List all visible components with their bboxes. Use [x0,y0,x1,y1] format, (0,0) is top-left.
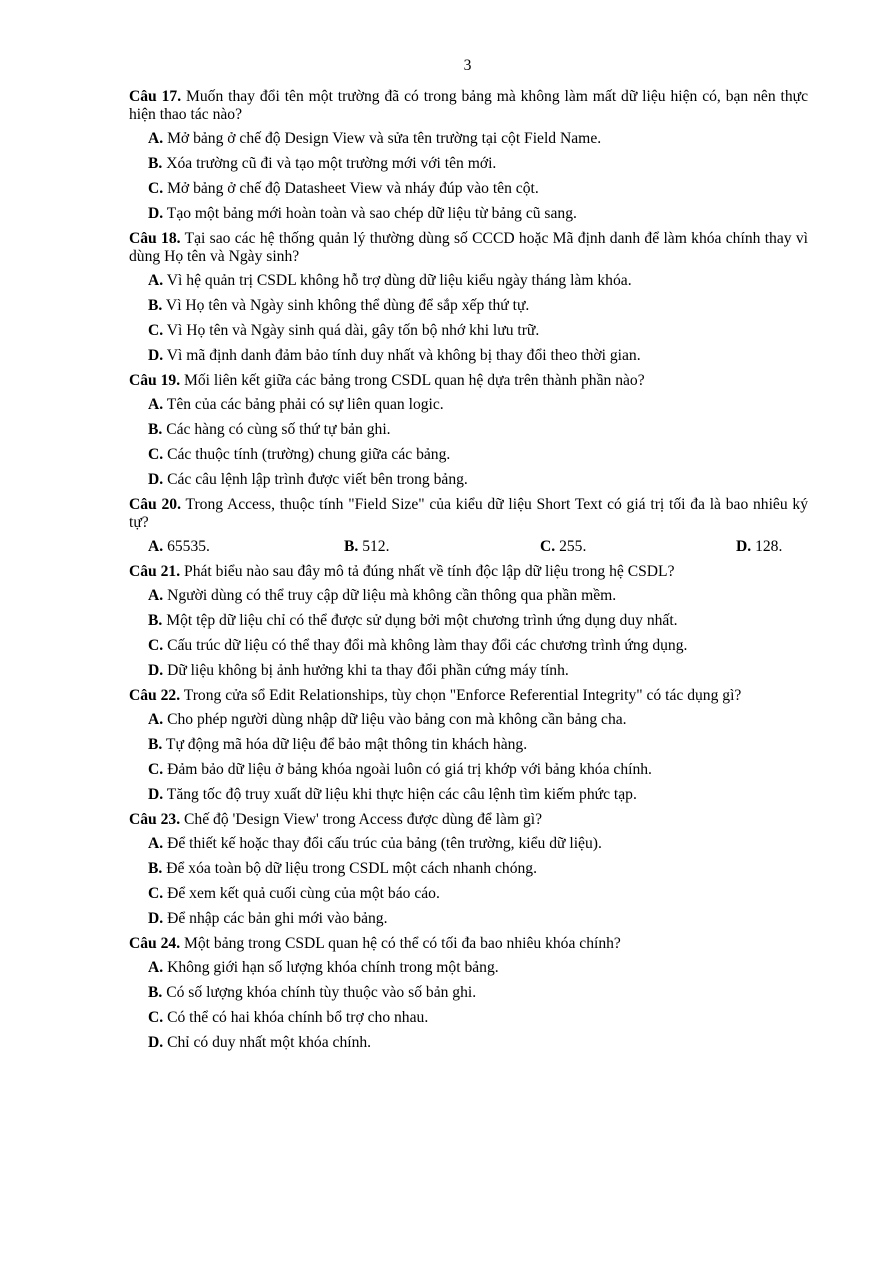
option-b [148,860,808,878]
option-text: Người dùng có thể truy cập dữ liệu mà không cần thông qua phần mềm. [163,587,617,604]
question-stem [129,496,808,532]
option-label: A. [148,959,164,976]
question-18 [129,230,808,365]
option-b [148,612,808,630]
option-a [148,272,808,290]
option-label: B. [148,984,163,1001]
option-label: D. [148,662,164,679]
option-b [148,984,808,1002]
question-text: Muốn thay đổi tên một trường đã có trong bảng mà không làm mất dữ liệu hiện có, bạn nên thực hiện thao tác nào? [129,88,809,123]
option-label: C. [148,637,164,654]
option-b [148,155,808,173]
option-text: Một tệp dữ liệu chỉ có thể được sử dụng bởi một chương trình ứng dụng duy nhất. [162,612,678,629]
question-label: Câu 24. [129,935,181,952]
question-stem [129,811,808,829]
option-text: Mở bảng ở chế độ Design View và sửa tên trường tại cột Field Name. [163,130,602,147]
option-label: C. [148,761,164,778]
option-label: A. [148,538,164,555]
option-a [148,396,808,414]
option-label: A. [148,835,164,852]
question-text: Trong cửa sổ Edit Relationships, tùy chọn "Enforce Referential Integrity" có tác dụng gì? [180,687,742,704]
question-text: Chế độ 'Design View' trong Access được dùng để làm gì? [180,811,543,828]
option-text: 128. [751,538,783,555]
options-row [148,538,808,556]
option-label: B. [148,860,163,877]
option-text: 65535. [163,538,210,555]
option-text: Cấu trúc dữ liệu có thể thay đổi mà không làm thay đổi các chương trình ứng dụng. [163,637,688,654]
option-d [148,347,808,365]
option-text: Để thiết kế hoặc thay đổi cấu trúc của bảng (tên trường, kiểu dữ liệu). [163,835,602,852]
option-b [148,736,808,754]
option-text: 512. [358,538,390,555]
question-stem [129,88,808,124]
option-d [148,471,808,489]
option-text: Để xem kết quả cuối cùng của một báo cáo. [163,885,440,902]
option-label: D. [148,471,164,488]
option-a [148,711,808,729]
option-label: D. [148,347,164,364]
question-stem [129,935,808,953]
option-a [148,538,344,556]
option-label: B. [148,155,163,172]
question-21 [129,563,808,680]
option-label: A. [148,711,164,728]
option-label: C. [148,322,164,339]
question-label: Câu 23. [129,811,181,828]
option-text: Có thể có hai khóa chính bổ trợ cho nhau. [163,1009,429,1026]
option-text: Cho phép người dùng nhập dữ liệu vào bảng con mà không cần bảng cha. [163,711,627,728]
option-text: Đảm bảo dữ liệu ở bảng khóa ngoài luôn có giá trị khớp với bảng khóa chính. [163,761,652,778]
option-label: C. [148,885,164,902]
question-label: Câu 19. [129,372,181,389]
option-d [148,205,808,223]
option-c [148,761,808,779]
option-text: Xóa trường cũ đi và tạo một trường mới với tên mới. [162,155,497,172]
option-label: D. [736,538,752,555]
option-c [540,538,736,556]
option-b [344,538,540,556]
question-label: Câu 17. [129,88,182,105]
question-text: Trong Access, thuộc tính "Field Size" của kiểu dữ liệu Short Text có giá trị tối đa là bao nhiêu ký tự? [129,496,809,531]
option-text: Vì Họ tên và Ngày sinh không thể dùng để sắp xếp thứ tự. [162,297,530,314]
option-label: D. [148,786,164,803]
option-label: C. [148,446,164,463]
option-text: Tăng tốc độ truy xuất dữ liệu khi thực hiện các câu lệnh tìm kiếm phức tạp. [163,786,637,803]
option-text: 255. [555,538,587,555]
option-text: Các thuộc tính (trường) chung giữa các bảng. [163,446,451,463]
option-text: Để xóa toàn bộ dữ liệu trong CSDL một cách nhanh chóng. [162,860,537,877]
option-d [148,910,808,928]
question-17 [129,88,808,223]
question-stem [129,563,808,581]
question-text: Một bảng trong CSDL quan hệ có thể có tối đa bao nhiêu khóa chính? [180,935,621,952]
question-text: Mối liên kết giữa các bảng trong CSDL quan hệ dựa trên thành phần nào? [180,372,645,389]
option-a [148,959,808,977]
option-a [148,130,808,148]
option-text: Có số lượng khóa chính tùy thuộc vào số bản ghi. [162,984,477,1001]
option-text: Các câu lệnh lập trình được viết bên trong bảng. [163,471,468,488]
question-label: Câu 21. [129,563,181,580]
option-text: Tên của các bảng phải có sự liên quan logic. [163,396,444,413]
option-text: Vì mã định danh đảm bảo tính duy nhất và không bị thay đổi theo thời gian. [163,347,641,364]
option-text: Tạo một bảng mới hoàn toàn và sao chép dữ liệu từ bảng cũ sang. [163,205,577,222]
option-label: B. [148,421,163,438]
question-stem [129,230,808,266]
option-text: Tự động mã hóa dữ liệu để bảo mật thông tin khách hàng. [162,736,528,753]
option-b [148,297,808,315]
option-text: Vì hệ quản trị CSDL không hỗ trợ dùng dữ liệu kiểu ngày tháng làm khóa. [163,272,632,289]
option-c [148,885,808,903]
option-label: B. [148,297,163,314]
option-a [148,587,808,605]
option-label: C. [148,1009,164,1026]
option-d [736,538,808,556]
option-text: Chỉ có duy nhất một khóa chính. [163,1034,372,1051]
option-text: Không giới hạn số lượng khóa chính trong một bảng. [163,959,499,976]
option-label: B. [344,538,359,555]
option-label: B. [148,736,163,753]
question-20 [129,496,808,556]
option-b [148,421,808,439]
question-label: Câu 22. [129,687,181,704]
option-label: D. [148,205,164,222]
option-text: Dữ liệu không bị ảnh hưởng khi ta thay đổi phần cứng máy tính. [163,662,569,679]
option-label: A. [148,272,164,289]
question-label: Câu 18. [129,230,181,247]
option-c [148,180,808,198]
option-label: A. [148,396,164,413]
question-list [129,88,808,1059]
question-22 [129,687,808,804]
question-stem [129,372,808,390]
option-d [148,1034,808,1052]
option-c [148,322,808,340]
option-label: A. [148,130,164,147]
option-d [148,786,808,804]
option-d [148,662,808,680]
option-text: Các hàng có cùng số thứ tự bản ghi. [162,421,391,438]
option-c [148,446,808,464]
question-19 [129,372,808,489]
question-text: Tại sao các hệ thống quản lý thường dùng số CCCD hoặc Mã định danh để làm khóa chính thay vì dùng Họ tên và Ngày sinh? [129,230,809,265]
option-label: B. [148,612,163,629]
option-label: D. [148,1034,164,1051]
page-number: 3 [463,57,472,74]
option-label: A. [148,587,164,604]
option-text: Để nhập các bản ghi mới vào bảng. [163,910,388,927]
question-24 [129,935,808,1052]
question-23 [129,811,808,928]
option-label: C. [148,180,164,197]
question-stem [129,687,808,705]
option-text: Vì Họ tên và Ngày sinh quá dài, gây tốn bộ nhớ khi lưu trữ. [163,322,540,339]
question-label: Câu 20. [129,496,181,513]
option-a [148,835,808,853]
question-text: Phát biểu nào sau đây mô tả đúng nhất về tính độc lập dữ liệu trong hệ CSDL? [180,563,675,580]
option-label: D. [148,910,164,927]
option-label: C. [540,538,556,555]
option-c [148,1009,808,1027]
option-text: Mở bảng ở chế độ Datasheet View và nháy đúp vào tên cột. [163,180,539,197]
option-c [148,637,808,655]
